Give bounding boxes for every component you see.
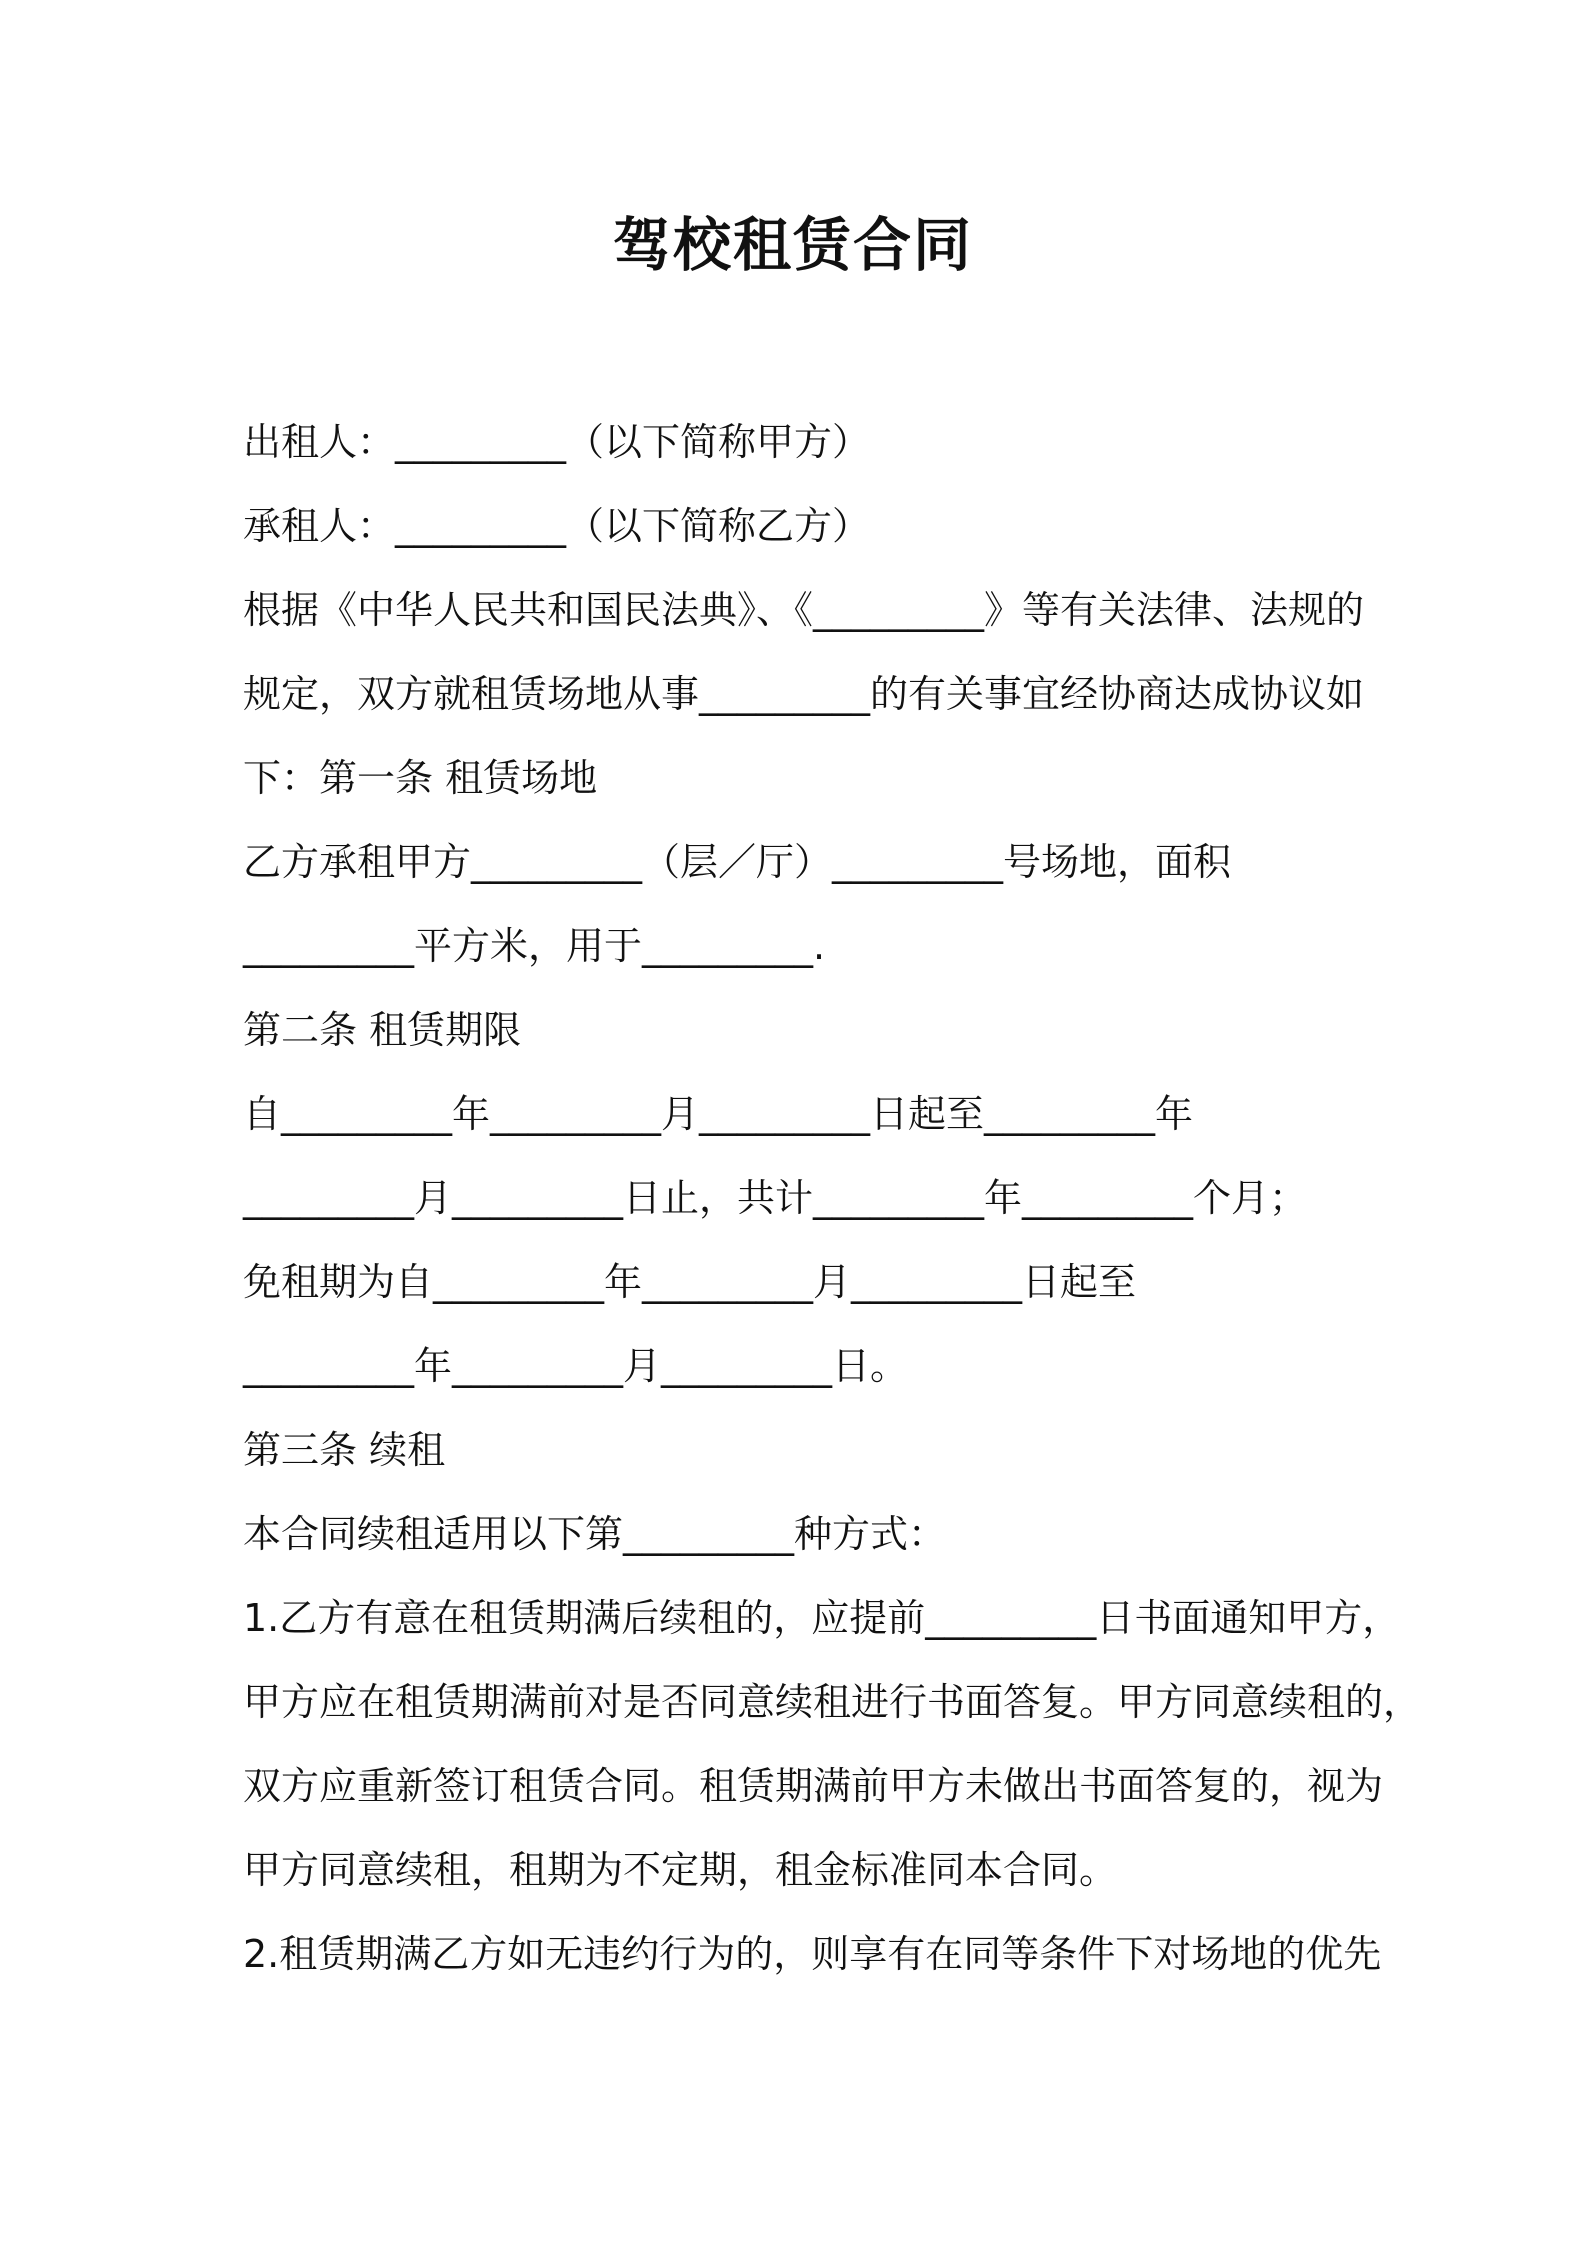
paragraph-line: 1.乙方有意在租赁期满后续租的，应提前_________日书面通知甲方，: [243, 1596, 1401, 1640]
paragraph-line: _________年_________月_________日。: [243, 1344, 909, 1388]
paragraph-line: _________平方米，用于_________.: [243, 924, 826, 968]
paragraph-line: 甲方应在租赁期满前对是否同意续租进行书面答复。甲方同意续租的，: [243, 1680, 1422, 1724]
paragraph-line: 规定，双方就租赁场地从事_________的有关事宜经协商达成协议如: [243, 672, 1365, 716]
paragraph-line: 承租人：_________（以下简称乙方）: [243, 504, 871, 548]
paragraph-line: 本合同续租适用以下第_________种方式：: [243, 1512, 947, 1556]
paragraph-line: 自_________年_________月_________日起至_________年: [243, 1092, 1194, 1136]
paragraph-line: 2.租赁期满乙方如无违约行为的，则享有在同等条件下对场地的优先: [243, 1932, 1382, 1976]
paragraph-line: 下：第一条 租赁场地: [243, 756, 598, 800]
paragraph-line: 乙方承租甲方_________（层／厅）_________号场地，面积: [243, 840, 1232, 884]
document-title: 驾校租赁合同: [612, 211, 973, 279]
paragraph-line: 第二条 租赁期限: [243, 1008, 522, 1052]
paragraph-line: 双方应重新签订租赁合同。租赁期满前甲方未做出书面答复的，视为: [243, 1764, 1384, 1808]
paragraph-line: 出租人：_________（以下简称甲方）: [243, 420, 871, 464]
paragraph-line: 根据《中华人民共和国民法典》、《_________》等有关法律、法规的: [243, 588, 1365, 632]
paragraph-line: 第三条 续租: [243, 1428, 446, 1472]
paragraph-line: _________月_________日止，共计_________年_________个月；: [243, 1176, 1308, 1220]
document-body: [243, 400, 1422, 1996]
paragraph-line: 免租期为自_________年_________月_________日起至: [243, 1260, 1137, 1304]
paragraph-line: 甲方同意续租，租期为不定期，租金标准同本合同。: [243, 1848, 1118, 1892]
